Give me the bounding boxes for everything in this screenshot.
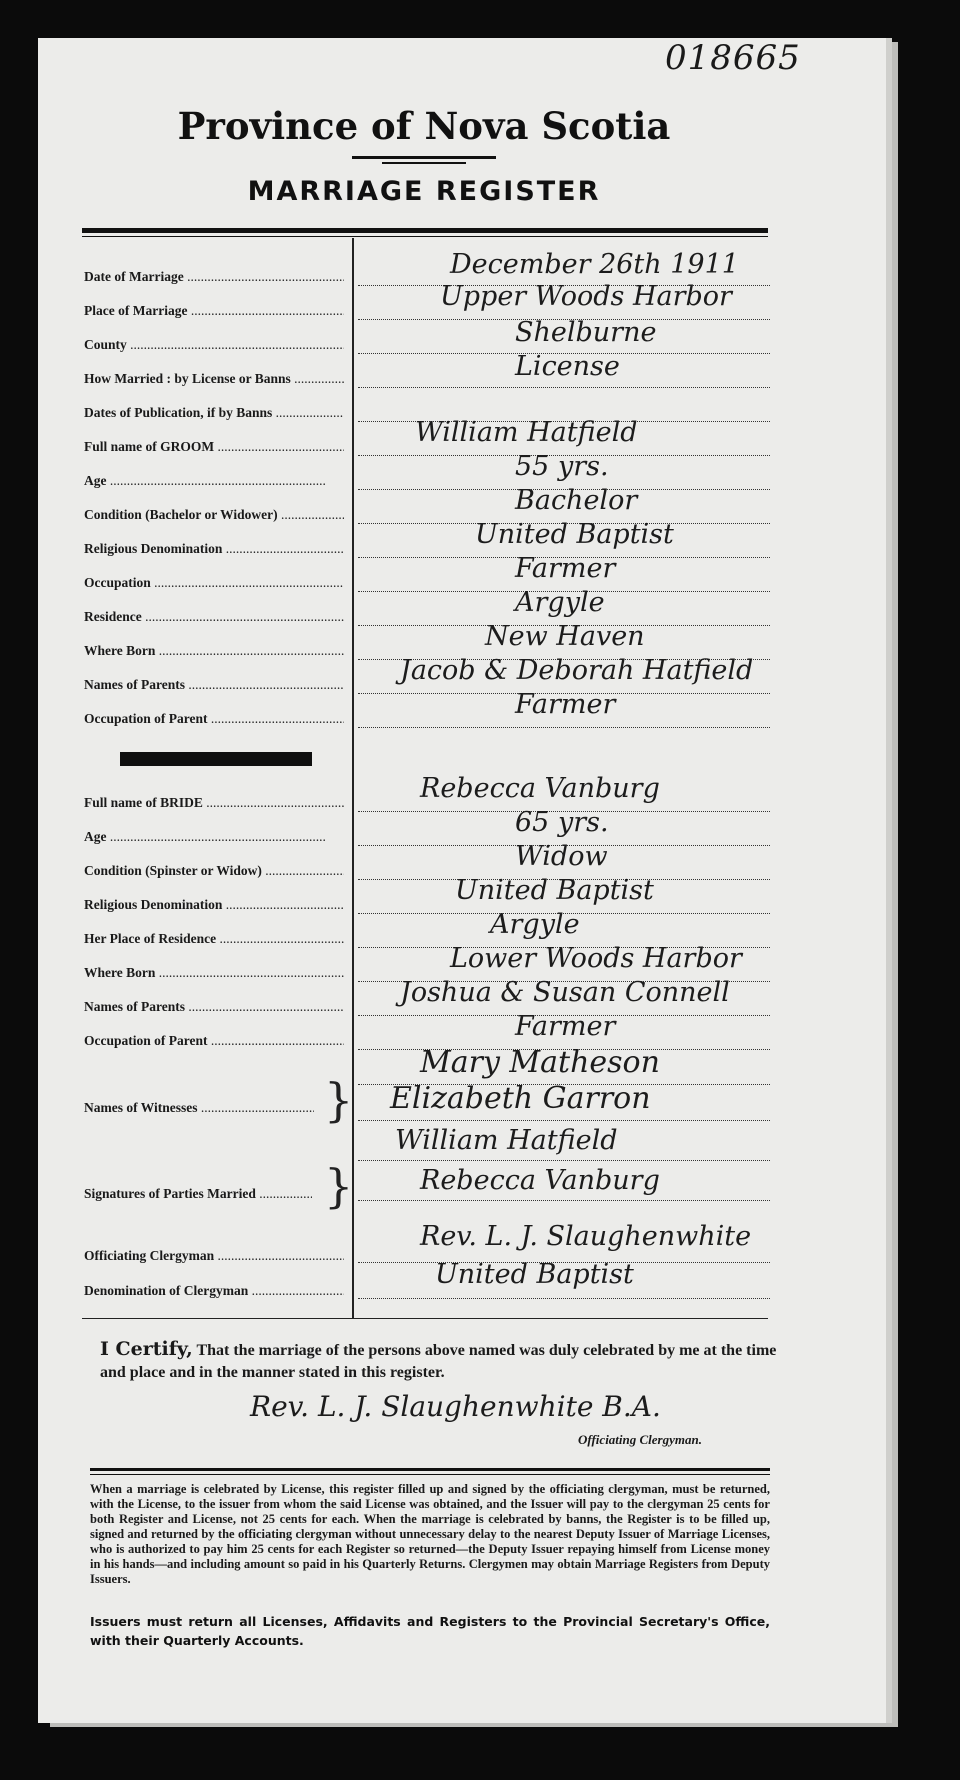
label-groom-age: Age ..... bbox=[84, 473, 344, 489]
notice-rule-thin bbox=[90, 1474, 770, 1475]
value-bride-where-born: Lower Woods Harbor bbox=[450, 943, 742, 974]
label-county: County ..... bbox=[84, 337, 344, 353]
signature-caption: Officiating Clergyman. bbox=[578, 1432, 702, 1447]
value-place-of-marriage: Upper Woods Harbor bbox=[440, 281, 732, 312]
row-line bbox=[358, 1200, 770, 1201]
top-rule bbox=[82, 228, 768, 233]
label-groom-condition: Condition (Bachelor or Widower) ..... bbox=[84, 507, 344, 523]
title-underline bbox=[352, 156, 496, 159]
value-groom-residence: Argyle bbox=[515, 587, 605, 618]
label-dates-of-publication: Dates of Publication, if by Banns ..... bbox=[84, 405, 344, 421]
label-groom-name: Full name of GROOM ..... bbox=[84, 439, 344, 455]
top-rule-thin bbox=[82, 236, 768, 237]
row-line bbox=[358, 727, 770, 728]
value-bride-religion: United Baptist bbox=[455, 875, 654, 906]
certify-lead: I Certify, bbox=[100, 1338, 193, 1360]
value-bride-name: Rebecca Vanburg bbox=[420, 773, 660, 804]
signatures-brace: } bbox=[324, 1159, 354, 1213]
label-bride-religion: Religious Denomination ..... bbox=[84, 897, 344, 913]
value-date-of-marriage: December 26th 1911 bbox=[450, 249, 739, 280]
value-groom-religion: United Baptist bbox=[475, 519, 674, 550]
label-bride-condition: Condition (Spinster or Widow) ..... bbox=[84, 863, 344, 879]
label-groom-parents: Names of Parents ..... bbox=[84, 677, 344, 693]
value-bride-parent-occupation: Farmer bbox=[515, 1011, 616, 1042]
value-bride-condition: Widow bbox=[515, 841, 608, 872]
value-officiating-clergyman: Rev. L. J. Slaughenwhite bbox=[420, 1221, 752, 1252]
witnesses-brace: } bbox=[324, 1073, 354, 1127]
value-groom-age: 55 yrs. bbox=[515, 451, 609, 482]
label-clergy-denomination: Denomination of Clergyman ..... bbox=[84, 1283, 344, 1299]
row-line bbox=[358, 1160, 770, 1161]
label-groom-occupation: Occupation ..... bbox=[84, 575, 344, 591]
instructions-notice: When a marriage is celebrated by License, this register filled up and signed by the officiating clergyman, must be returned, with the License, to the issuer from whom the said License was obtained, and the Issuer will pay to the clergyman 25 cents for both Register and License, not 25 cents for each. When the marriage is celebrated by banns, the Register is to be filled up, signed and returned by the officiating clergyman without unnecessary delay to the nearest Deputy Issuer of Marriage Licenses, who is authorized to pay him 25 cents for each Register so returned—the Deputy Issuer repaying himself from License money in his hands—and including amount so paid in his Quarterly Returns. Clergymen may obtain Marriage Registers from Deputy Issuers. bbox=[90, 1482, 770, 1586]
value-groom-parents: Jacob & Deborah Hatfield bbox=[400, 655, 754, 686]
value-groom-condition: Bachelor bbox=[515, 485, 638, 516]
clergyman-signature: Rev. L. J. Slaughenwhite B.A. bbox=[250, 1390, 661, 1423]
certify-text: That the marriage of the persons above named was duly celebrated by me at the time and place and in the manner stated in this register. bbox=[100, 1342, 777, 1381]
label-date-of-marriage: Date of Marriage ..... bbox=[84, 269, 344, 285]
label-bride-parents: Names of Parents ..... bbox=[84, 999, 344, 1015]
label-bride-residence: Her Place of Residence ..... bbox=[84, 931, 344, 947]
value-witness-2: Elizabeth Garron bbox=[390, 1081, 651, 1116]
value-bride-parents: Joshua & Susan Connell bbox=[400, 977, 730, 1008]
value-signature-groom: William Hatfield bbox=[395, 1125, 618, 1156]
certification-statement bbox=[100, 1338, 780, 1384]
issuers-notice: Issuers must return all Licenses, Affidavits and Registers to the Provincial Secretary's Office, with their Quarterly Accounts. bbox=[90, 1614, 770, 1648]
value-clergy-denomination: United Baptist bbox=[435, 1259, 634, 1290]
label-bride-age: Age ..... bbox=[84, 829, 344, 845]
value-groom-where-born: New Haven bbox=[485, 621, 645, 652]
label-witnesses: Names of Witnesses ..... bbox=[84, 1100, 314, 1116]
page-title: Province of Nova Scotia bbox=[177, 104, 671, 148]
label-place-of-marriage: Place of Marriage ..... bbox=[84, 303, 344, 319]
label-bride-where-born: Where Born ..... bbox=[84, 965, 344, 981]
value-groom-occupation: Farmer bbox=[515, 553, 616, 584]
form-subtitle: MARRIAGE REGISTER bbox=[247, 176, 601, 207]
label-bride-parent-occupation: Occupation of Parent ..... bbox=[84, 1033, 344, 1049]
label-groom-where-born: Where Born ..... bbox=[84, 643, 344, 659]
section-divider-bar bbox=[120, 752, 312, 766]
value-bride-residence: Argyle bbox=[490, 909, 580, 940]
label-how-married: How Married : by License or Banns ..... bbox=[84, 371, 344, 387]
value-how-married: License bbox=[515, 351, 620, 382]
notice-rule bbox=[90, 1468, 770, 1471]
value-county: Shelburne bbox=[515, 317, 657, 348]
table-bottom-rule bbox=[82, 1318, 768, 1319]
register-number: 018665 bbox=[665, 38, 801, 78]
label-groom-parent-occupation: Occupation of Parent ..... bbox=[84, 711, 344, 727]
value-witness-1: Mary Matheson bbox=[420, 1045, 660, 1080]
label-signatures: Signatures of Parties Married ..... bbox=[84, 1186, 312, 1202]
row-line bbox=[358, 387, 770, 388]
label-groom-religion: Religious Denomination ..... bbox=[84, 541, 344, 557]
value-groom-parent-occupation: Farmer bbox=[515, 689, 616, 720]
row-line bbox=[358, 1120, 770, 1121]
label-officiating-clergyman: Officiating Clergyman ..... bbox=[84, 1248, 344, 1264]
value-groom-name: William Hatfield bbox=[415, 417, 638, 448]
value-signature-bride: Rebecca Vanburg bbox=[420, 1165, 660, 1196]
value-bride-age: 65 yrs. bbox=[515, 807, 609, 838]
row-line bbox=[358, 1298, 770, 1299]
label-bride-name: Full name of BRIDE ..... bbox=[84, 795, 344, 811]
column-divider bbox=[352, 238, 354, 1318]
title-underline-short bbox=[382, 162, 466, 164]
label-groom-residence: Residence ..... bbox=[84, 609, 344, 625]
